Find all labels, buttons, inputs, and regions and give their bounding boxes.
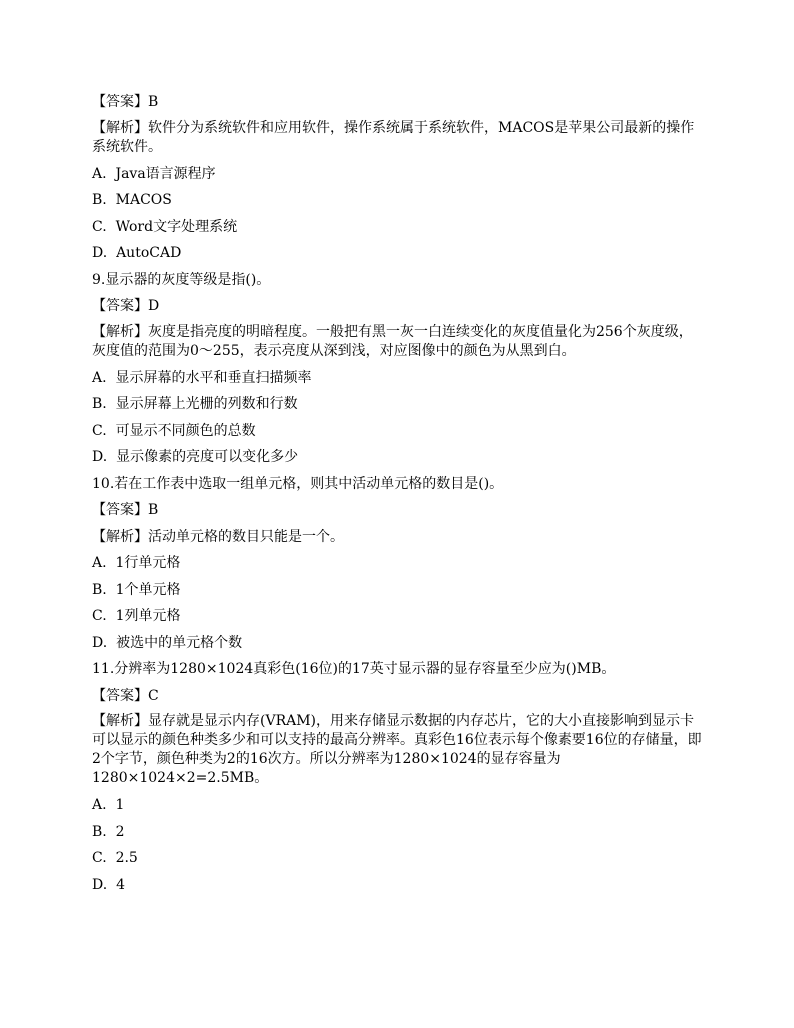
option-item: A. 1行单元格 (92, 555, 181, 571)
answer-line: 【答案】D (92, 298, 160, 314)
option-item: B. MACOS (92, 192, 172, 208)
question-9: 9.显示器的灰度等级是指()。 (92, 271, 271, 288)
option-item: D. 被选中的单元格个数 (92, 634, 243, 651)
option-item: D. AutoCAD (92, 245, 182, 261)
answer-line: 【答案】C (92, 687, 159, 704)
option-item: C. 可显示不同颜色的总数 (92, 422, 256, 439)
option-item: D. 显示像素的亮度可以变化多少 (92, 449, 299, 465)
option-item: B. 显示屏幕上光栅的列数和行数 (92, 396, 298, 412)
answer-line: 【答案】B (92, 502, 159, 518)
option-item: A. Java语言源程序 (92, 165, 216, 182)
analysis-paragraph: 【解析】显存就是显示内存(VRAM)，用来存储显示数据的内存芯片，它的大小直接影响到显示卡可以显示的颜色种类多少和可以支持的最高分辨率。真彩色16位表示每个像素要16位的存储量，即2个字节，颜色种类为2的16次方。所以分辨率为1280×1024的显存容量为1280×1024×2=2.5MB。 (92, 713, 702, 786)
analysis-paragraph: 【解析】软件分为系统软件和应用软件，操作系统属于系统软件，MACOS是苹果公司最新的操作系统软件。 (92, 119, 695, 155)
option-item: C. 1列单元格 (92, 608, 181, 624)
answer-line: 【答案】B (92, 94, 159, 110)
option-item: D. 4 (92, 876, 125, 893)
analysis-paragraph: 【解析】活动单元格的数目只能是一个。 (92, 528, 344, 545)
option-item: A. 显示屏幕的水平和垂直扫描频率 (92, 369, 312, 386)
option-item: A. 1 (92, 797, 125, 813)
analysis-paragraph: 【解析】灰度是指亮度的明暗程度。一般把有黑一灰一白连续变化的灰度值量化为256个灰度级，灰度值的范围为0～255，表示亮度从深到浅，对应图像中的颜色为从黑到白。 (92, 323, 693, 359)
option-item: C. Word文字处理系统 (92, 218, 238, 235)
option-item: B. 2 (92, 823, 125, 840)
document-content (92, 92, 702, 901)
question-11: 11.分辨率为1280×1024真彩色(16位)的17英寸显示器的显存容量至少应为()MB。 (92, 661, 616, 677)
option-item: C. 2.5 (92, 850, 138, 866)
option-item: B. 1个单元格 (92, 581, 181, 598)
question-10: 10.若在工作表中选取一组单元格，则其中活动单元格的数目是()。 (92, 475, 504, 492)
